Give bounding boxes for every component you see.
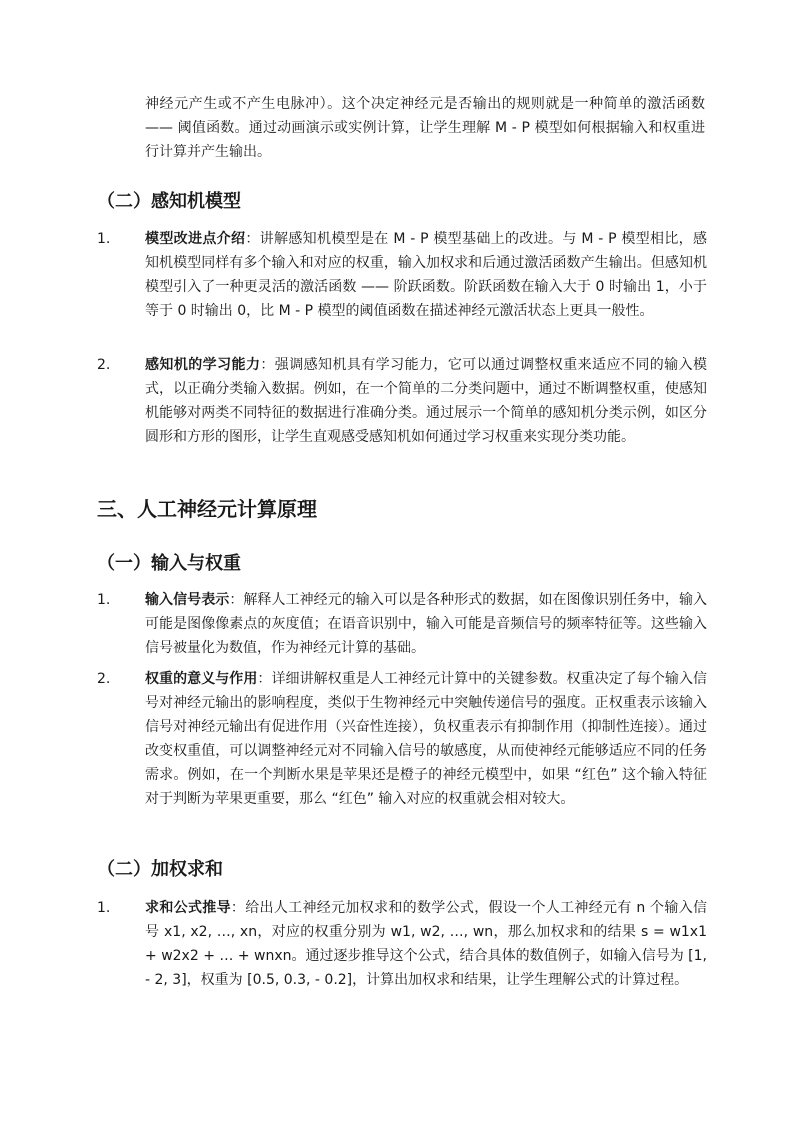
item-lead: 模型改进点介绍: [145, 231, 246, 247]
item-lead: 权重的意义与作用: [145, 671, 258, 687]
list-item: [97, 896, 707, 992]
list-number: 1.: [97, 900, 111, 916]
intro-paragraph: 神经元产生或不产生电脉冲）。这个决定神经元是否输出的规则就是一种简单的激活函数 —— 阈值函数。通过动画演示或实例计算，让学生理解 M - P 模型如何根据输入和权重进行计算并产生输出。: [145, 96, 705, 160]
section-heading-inputs: （一）输入与权重: [97, 553, 241, 574]
item-lead: 求和公式推导: [145, 900, 231, 916]
item-text: ：解释人工神经元的输入可以是各种形式的数据，如在图像识别任务中，输入可能是图像像素点的灰度值；在语音识别中，输入可能是音频信号的频率特征等。这些输入信号被量化为数值，作为神经元计算的基础。: [145, 592, 708, 656]
section-heading-weighted-sum: （二）加权求和: [97, 859, 223, 880]
item-text: ：讲解感知机模型是在 M - P 模型基础上的改进。与 M - P 模型相比，感知机模型同样有多个输入和对应的权重，输入加权求和后通过激活函数产生输出。但感知机模型引入了一种更灵活的激活函数 —— 阶跃函数。阶跃函数在输入大于 0 时输出 1，小于等于 0 时输出 0，比 M - P 模型的阈值函数在描述神经元激活状态上更具一般性。: [145, 231, 708, 319]
list-number: 2.: [97, 357, 111, 373]
list-item: [97, 667, 707, 811]
section-heading-perceptron: （二）感知机模型: [97, 191, 241, 212]
list-item: [97, 588, 707, 660]
list-item: [97, 353, 707, 449]
list-item: [97, 227, 707, 323]
item-text: ：强调感知机具有学习能力，它可以通过调整权重来适应不同的输入模式，以正确分类输入数据。例如，在一个简单的二分类问题中，通过不断调整权重，使感知机能够对两类不同特征的数据进行准确分类。通过展示一个简单的感知机分类示例，如区分圆形和方形的图形，让学生直观感受感知机如何通过学习权重来实现分类功能。: [145, 357, 708, 445]
item-text: ：给出人工神经元加权求和的数学公式，假设一个人工神经元有 n 个输入信号 x1, x2, …, xn，对应的权重分别为 w1, w2, …, wn，那么加权求和的结果 s = w1x1 + w2x2 + … + wnxn。通过逐步推导这个公式，结合具体的数值例子，如输入信号为 [1, - 2, 3]，权重为 [0.5, 0.3, - 0.2]，计算出加权求和结果，让学生理解公式的计算过程。: [145, 900, 708, 988]
list-number: 2.: [97, 671, 111, 687]
chapter-heading: 三、人工神经元计算原理: [97, 497, 317, 521]
list-number: 1.: [97, 231, 111, 247]
list-number: 1.: [97, 592, 111, 608]
item-text: ：详细讲解权重是人工神经元计算中的关键参数。权重决定了每个输入信号对神经元输出的影响程度，类似于生物神经元中突触传递信号的强度。正权重表示该输入信号对神经元输出有促进作用（兴奋性连接），负权重表示有抑制作用（抑制性连接）。通过改变权重值，可以调整神经元对不同输入信号的敏感度，从而使神经元能够适应不同的任务需求。例如，在一个判断水果是苹果还是橙子的神经元模型中，如果 “红色” 这个输入特征对于判断为苹果更重要，那么 “红色” 输入对应的权重就会相对较大。: [145, 671, 708, 807]
item-lead: 输入信号表示: [145, 592, 230, 608]
item-lead: 感知机的学习能力: [145, 357, 261, 373]
